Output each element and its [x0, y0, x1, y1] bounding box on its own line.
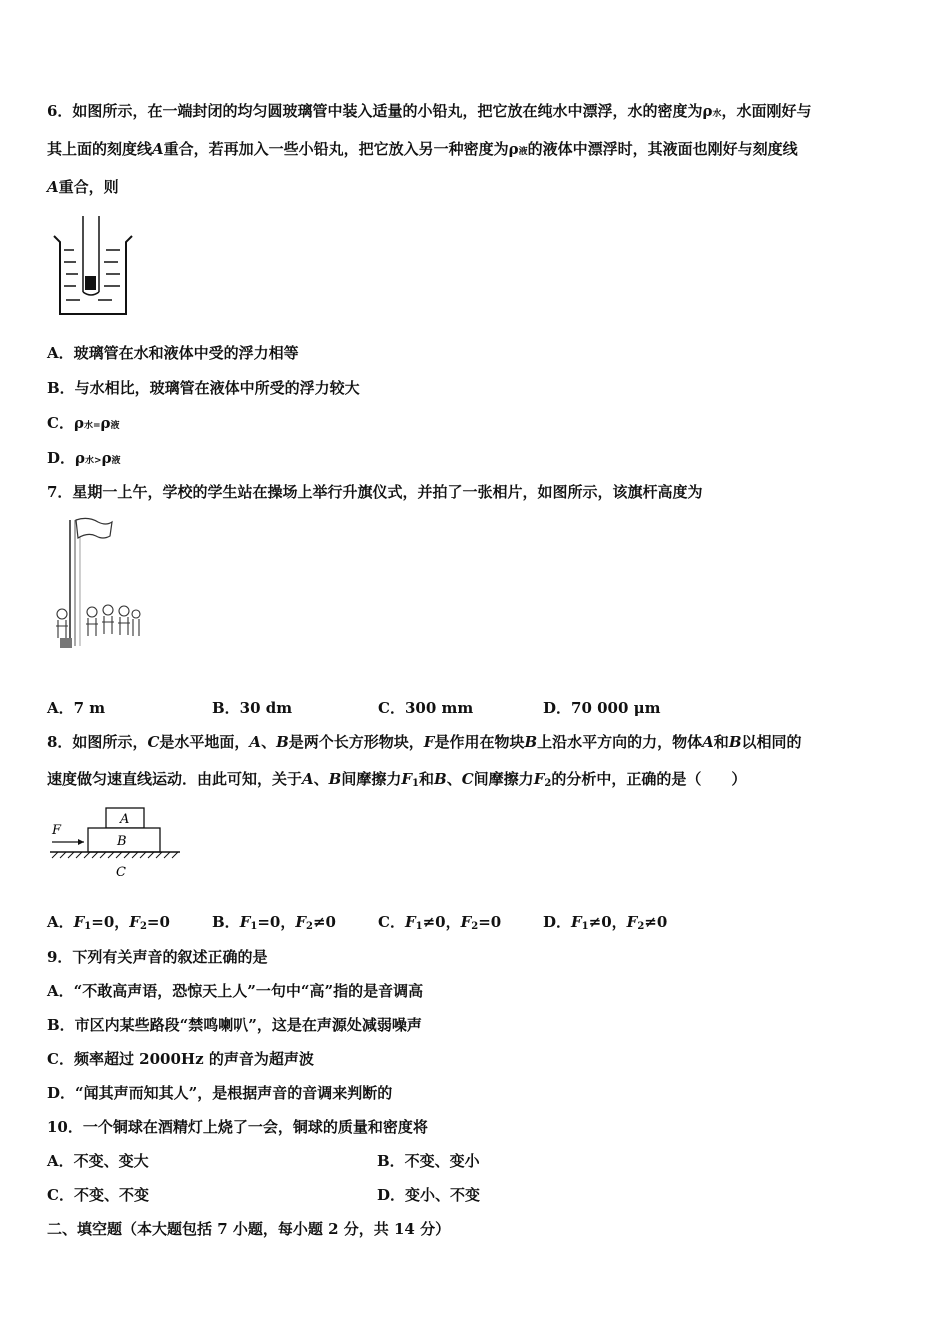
force-label-f: F: [52, 823, 62, 838]
q7-option-d: D．70 000 μm: [543, 699, 661, 717]
q6-option-c: C．ρ水=ρ液: [47, 414, 120, 432]
q9-option-d: D．“闻其声而知其人”，是根据声音的音调来判断的: [47, 1084, 393, 1102]
flag: [76, 518, 112, 538]
q8-line-2: 速度做匀速直线运动．由此可知，关于A、B间摩擦力F1和B、C间摩擦力F2的分析中，正确的是（ ）: [47, 770, 747, 789]
q8-option-a: A．F1=0，F2=0: [47, 913, 170, 932]
flagpole-base: [60, 638, 72, 648]
ground-hatching: [52, 852, 178, 858]
q8-line-1: 8．如图所示，C是水平地面，A、B是两个长方形物块，F是作用在物块B上沿水平方向的力，物体A和B以相同的: [47, 733, 802, 751]
lead-shot: [85, 276, 96, 290]
q9-stem: 9．下列有关声音的叙述正确的是: [47, 948, 268, 966]
q8-option-d: D．F1≠0，F2≠0: [543, 913, 668, 932]
flagpole-figure: [48, 514, 144, 650]
q7-option-b: B．30 dm: [212, 699, 293, 717]
q10-option-a: A．不变、变大: [47, 1152, 149, 1170]
students: [56, 605, 140, 638]
beaker-outline: [54, 236, 132, 314]
ground-label-c: C: [116, 865, 126, 880]
q10-stem: 10．一个铜球在酒精灯上烧了一会，铜球的质量和密度将: [47, 1118, 428, 1136]
q9-option-b: B．市区内某些路段“禁鸣喇叭”，这是在声源处减弱噪声: [47, 1016, 422, 1034]
q10-option-d: D．变小、不变: [377, 1186, 481, 1204]
q7-stem: 7．星期一上午，学校的学生站在操场上举行升旗仪式，并拍了一张相片，如图所示，该旗杆高度为: [47, 483, 703, 501]
water-dashes: [64, 250, 120, 300]
q10-option-c: C．不变、不变: [47, 1186, 149, 1204]
q9-option-a: A．“不敢高声语，恐惊天上人”一句中“高”指的是音调高: [47, 982, 424, 1000]
beaker-figure: [48, 214, 136, 320]
q7-option-a: A．7 m: [47, 699, 106, 717]
q9-option-c: C．频率超过 2000Hz 的声音为超声波: [47, 1050, 314, 1068]
q6-option-a: A．玻璃管在水和液体中受的浮力相等: [47, 344, 299, 362]
q10-option-b: B．不变、变小: [377, 1152, 480, 1170]
blocks-figure: [48, 800, 184, 884]
glass-tube-bottom: [83, 292, 99, 295]
q6-line-1: 6．如图所示，在一端封闭的均匀圆玻璃管中装入适量的小铅丸，把它放在纯水中漂浮，水的密度为ρ水，水面刚好与: [47, 102, 812, 120]
q7-option-c: C．300 mm: [378, 699, 474, 717]
block-b-label: B: [117, 834, 127, 849]
q6-line-3: A重合，则: [47, 178, 119, 196]
q6-option-b: B．与水相比，玻璃管在液体中所受的浮力较大: [47, 379, 360, 397]
q6-line-2: 其上面的刻度线A重合，若再加入一些小铅丸，把它放入另一种密度为ρ液的液体中漂浮时，其液面也刚好与刻度线: [47, 140, 798, 158]
q6-option-d: D．ρ水>ρ液: [47, 449, 121, 467]
q8-option-c: C．F1≠0，F2=0: [378, 913, 502, 932]
force-arrowhead: [78, 839, 84, 845]
section-2-heading: 二、填空题（本大题包括 7 小题，每小题 2 分，共 14 分）: [47, 1220, 451, 1238]
block-a-label: A: [120, 812, 130, 827]
q8-option-b: B．F1=0，F2≠0: [212, 913, 336, 932]
